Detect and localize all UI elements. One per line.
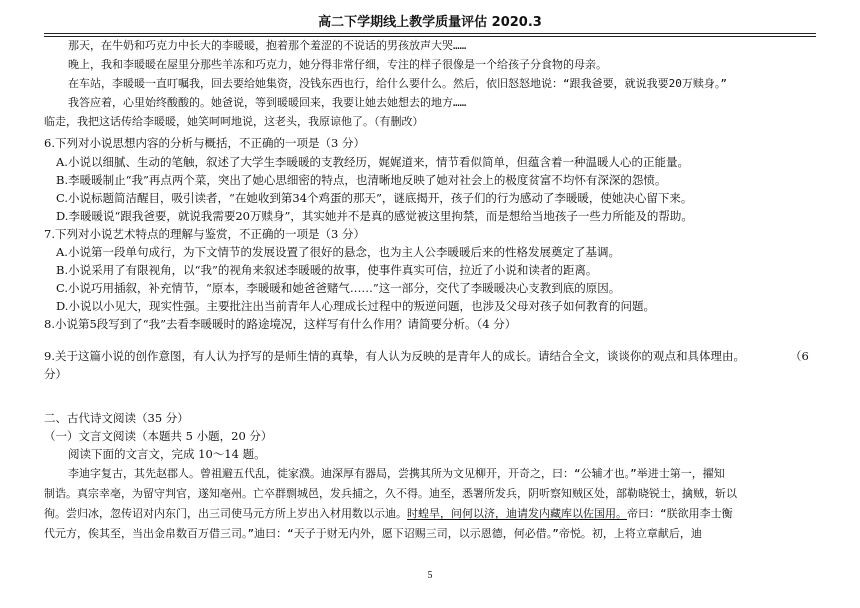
page-header: 高二下学期线上教学质量评估 2020.3 [318, 15, 542, 30]
question-6-option-a: A.小说以细腻、生动的笔触，叙述了大学生李暖暖的支教经历，娓娓道来，情节看似简单，但蕴含着一种温暖人心的正能量。 [56, 155, 689, 169]
section-2-title: 二、古代诗文阅读（35 分） [44, 411, 189, 425]
question-9-score-tail: （6 [790, 349, 809, 363]
question-7-stem: 7.下列对小说艺术特点的理解与鉴赏，不正确的一项是（3 分） [44, 227, 365, 241]
question-6-option-b: B.李暖暖制止“我”再点两个菜，突出了她心思细密的特点，也清晰地反映了她对社会上的极度贫富不均怀有深深的怨愤。 [56, 173, 667, 187]
story-paragraph: 晚上，我和李暖暖在屋里分那些羊冻和巧克力，她分得非常仔细，专注的样子很像是一个给孩子分食物的母亲。 [68, 58, 607, 71]
classical-text-line: 制诰。真宗幸亳，为留守判官，遂知亳州。亡卒群剽城邑，发兵捕之，久不得。迪至，悉署所发兵，阴听察知贼区处，部勒晓锐士，擒贼，斩以 [44, 487, 737, 500]
story-paragraph: 临走，我把这话传给李暖暖，她笑呵呵地说，这老头，我原谅他了。（有删改） [44, 115, 424, 128]
section-2-subtitle: （一）文言文阅读（本题共 5 小题，20 分） [44, 429, 273, 443]
story-paragraph: 我答应着，心里始终酸酸的。她爸说，等到暖暖回来，我要让她去她想去的地方…… [68, 96, 467, 109]
classical-text-line: 李迪字复古，其先赵郡人。曾祖避五代乱，徙家濮。迪深厚有器局，尝携其所为文见柳开，开奇之，曰：“公辅才也。”举进士第一，擢知 [68, 467, 725, 480]
question-7-option-c: C.小说巧用插叙，补充情节，“原本，李暖暖和她爸爸赌气……”这一部分，交代了李暖暖决心支教到底的原因。 [56, 281, 621, 295]
header-rule-top [44, 33, 816, 34]
question-7-option-d: D.小说以小见大，现实性强。主要批注出当前青年人心理成长过程中的叛逆问题，也涉及父母对孩子如何教育的问题。 [56, 299, 655, 313]
page-number: 5 [427, 570, 433, 581]
classical-text-segment: 徇。尝归冰，忽传诏对内东门，出三司使马元方所上岁出入材用数以示迪。 [44, 507, 407, 520]
question-7-option-b: B.小说采用了有限视角，以“我”的视角来叙述李暖暖的故事，使事件真实可信，拉近了小说和读者的距离。 [56, 263, 598, 277]
classical-text-line: 代元方，俟其至，当出金帛数百万借三司。”迪曰：“天子于财无内外，愿下诏赐三司，以示恩德，何必借。”帝悦。初，上将立章献后，迪 [44, 527, 702, 540]
story-paragraph: 那天，在牛奶和巧克力中长大的李暖暖，抱着那个羞涩的不说话的男孩放声大哭…… [68, 39, 467, 52]
question-6-option-d: D.李暖暖说“跟我爸要，就说我需要20万赎身”，其实她并不是真的感觉被这里拘禁，而是想给当地孩子一些力所能及的帮助。 [56, 209, 693, 223]
classical-text-line [44, 506, 820, 522]
classical-underlined-sentence: 时蝗旱，问何以济，迪请发内藏库以佐国用。 [407, 507, 627, 520]
story-paragraph: 在车站，李暖暖一直叮嘱我，回去要给她集资，没钱东西也行，给什么要什么。然后，依旧怒怒地说：“跟我爸要，就说我要20万赎身。” [68, 77, 727, 90]
question-7-option-a: A.小说第一段单句成行，为下文情节的发展设置了很好的悬念，也为主人公李暖暖后来的性格发展奠定了基调。 [56, 245, 620, 259]
question-9-score: 分） [44, 367, 67, 381]
reading-instruction: 阅读下面的文言文，完成 10～14 题。 [68, 447, 266, 461]
question-6-option-c: C.小说标题简洁醒目，吸引读者，“在她收到第34个鸡蛋的那天”，谜底揭开，孩子们的行为感动了李暖暖，使她决心留下来。 [56, 191, 693, 205]
question-8: 8.小说第5段写到了“我”去看李暖暖时的路途境况，这样写有什么作用？请简要分析。（4 分） [44, 317, 517, 331]
question-9: 9.关于这篇小说的创作意图，有人认为抒写的是师生情的真挚，有人认为反映的是青年人的成长。请结合全文，谈谈你的观点和具体理由。 [44, 349, 745, 363]
classical-text-segment: 帝曰：“朕欲用李士衡 [627, 507, 733, 520]
question-6-stem: 6.下列对小说思想内容的分析与概括，不正确的一项是（3 分） [44, 136, 365, 150]
header-rule-bottom [44, 36, 816, 37]
